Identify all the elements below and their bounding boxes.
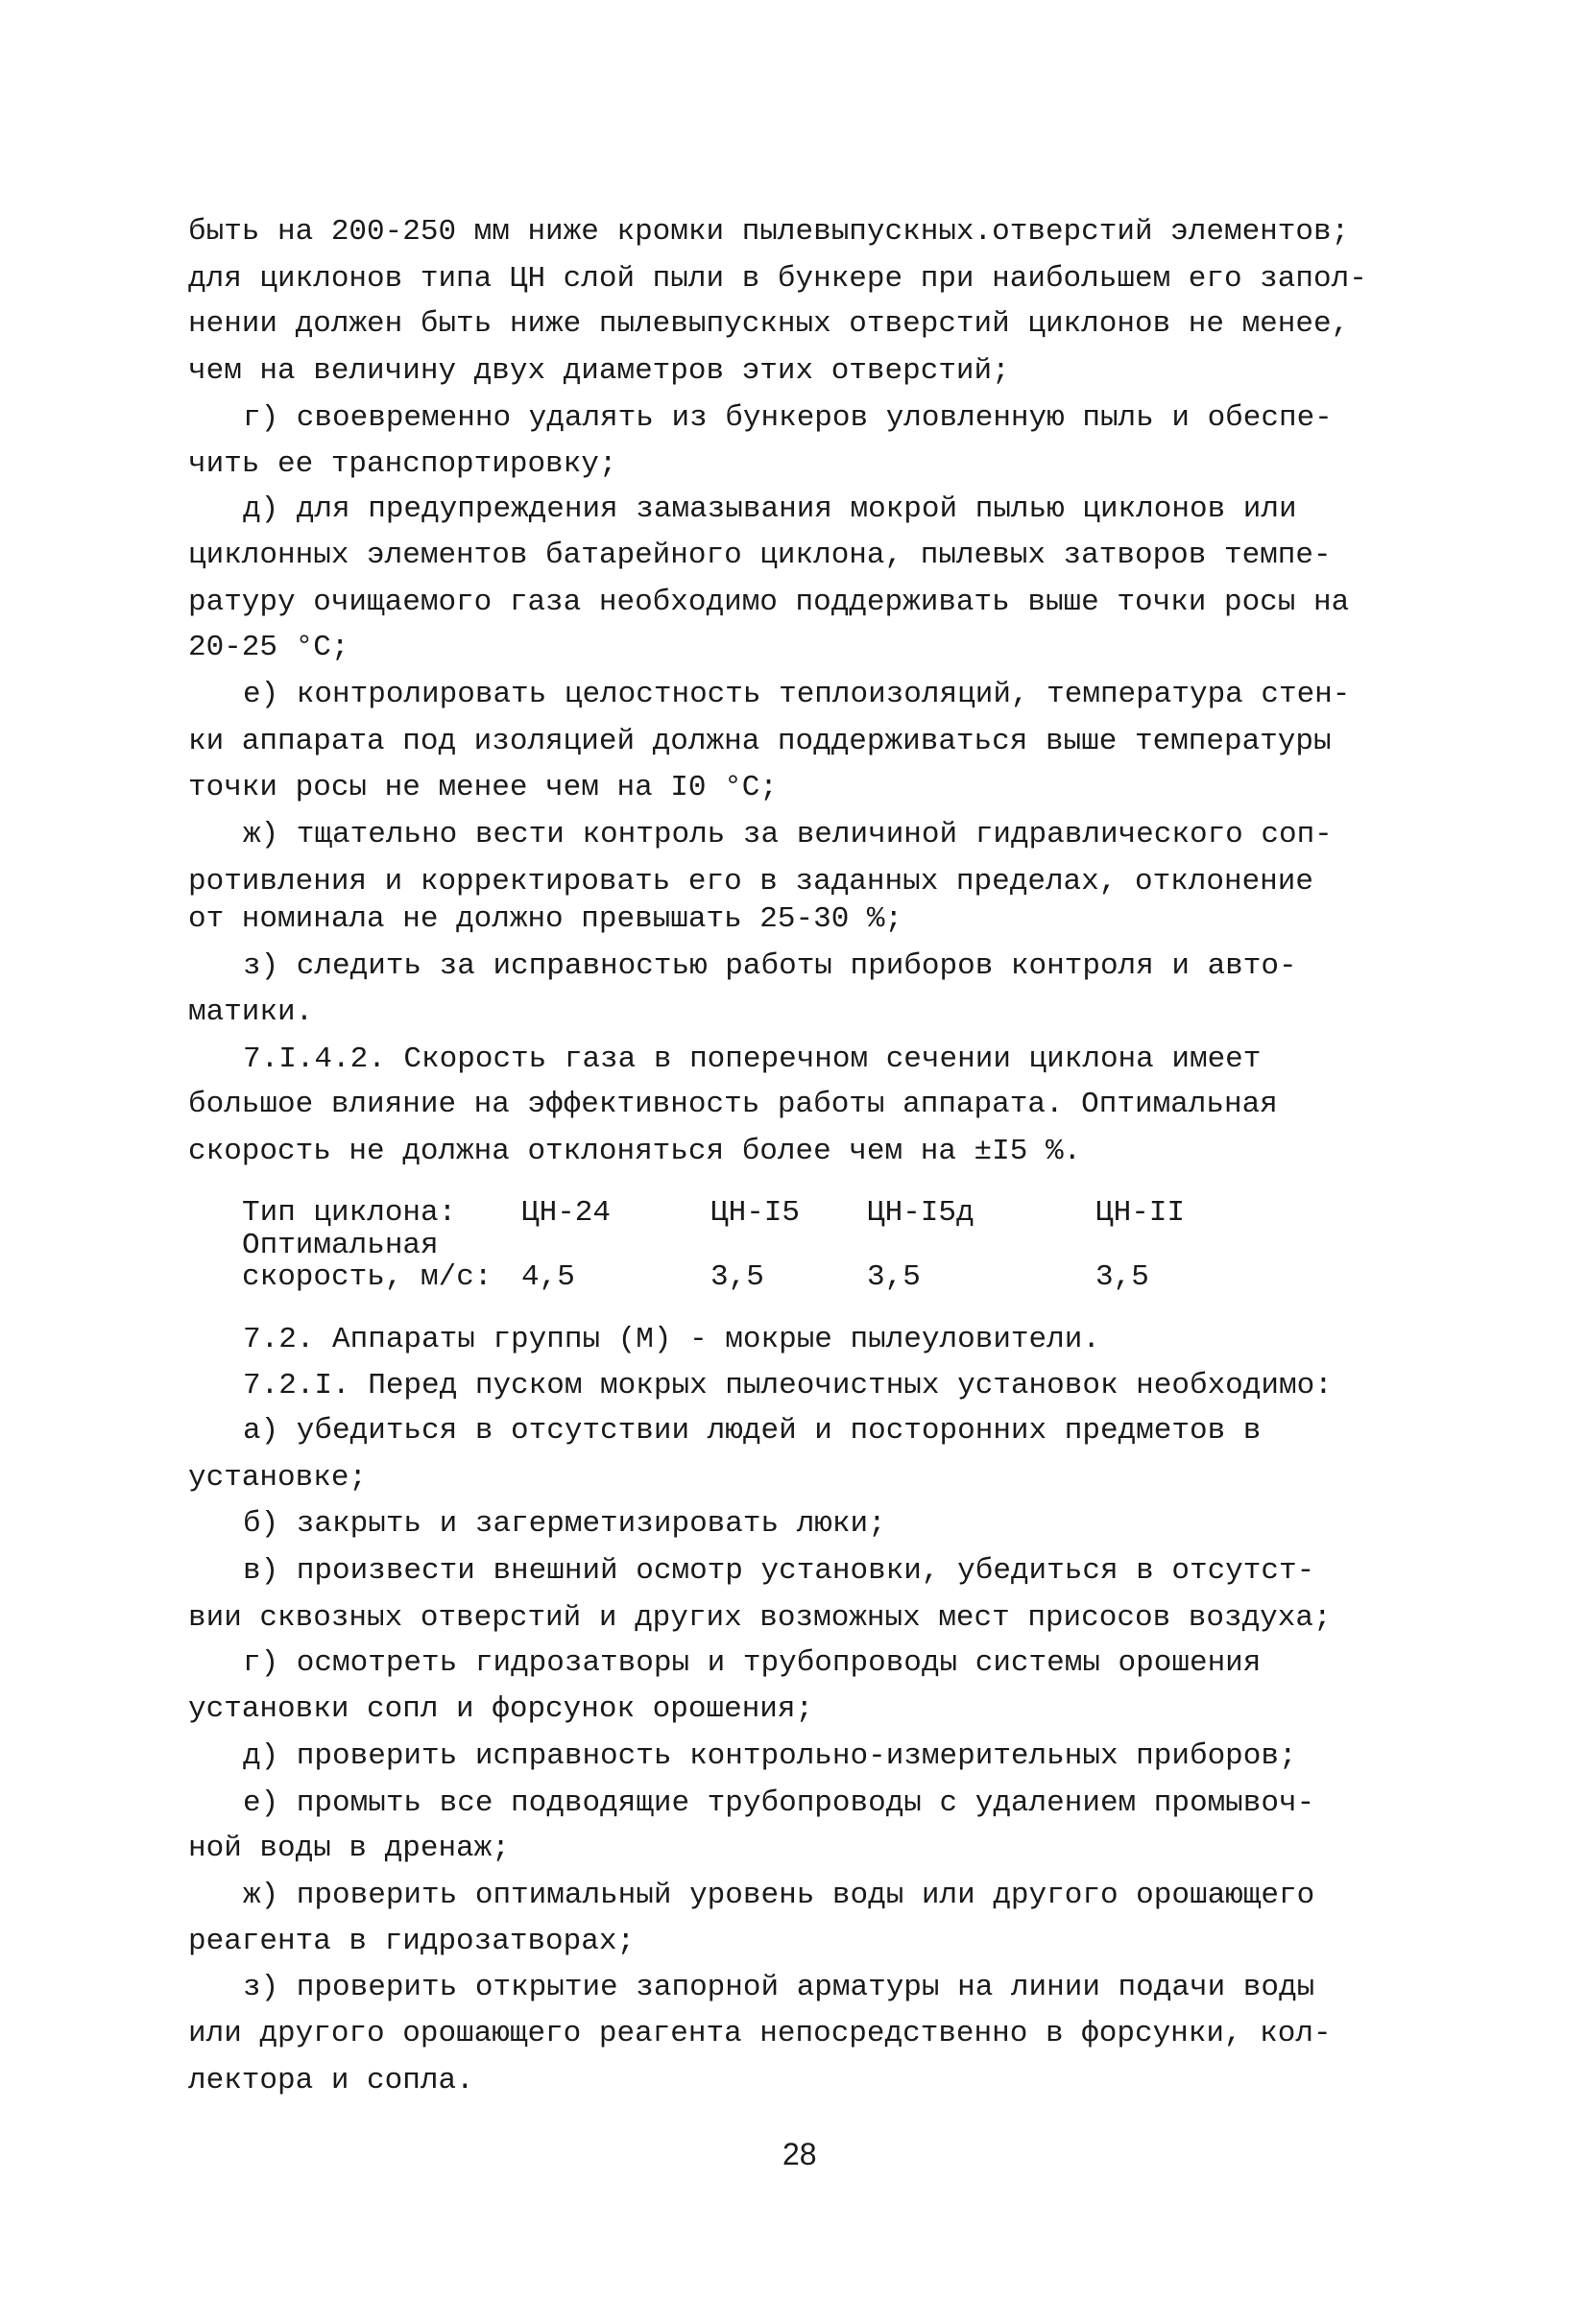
text-line: е) контролировать целостность теплоизоляций, температура стен- — [243, 678, 1351, 711]
text-line: ки аппарата под изоляцией должна поддерживаться выше температуры — [188, 725, 1332, 758]
text-line: б) закрыть и загерметизировать люки; — [243, 1507, 886, 1541]
text-line: или другого орошающего реагента непосредственно в форсунки, кол- — [188, 2017, 1332, 2050]
cyclone-type: ЦН-I5д — [867, 1196, 974, 1230]
optimal-speed: 4,5 — [521, 1260, 575, 1294]
table-label-optimal: Оптимальная — [242, 1229, 439, 1262]
text-line: г) осмотреть гидрозатворы и трубопроводы системы орошения — [243, 1646, 1262, 1680]
text-line: чить ее транспортировку; — [188, 447, 617, 481]
text-line: 20-25 °С; — [188, 631, 349, 664]
text-line: 7.2. Аппараты группы (М) - мокрые пылеуловители. — [243, 1323, 1100, 1356]
text-line: 7.2.I. Перед пуском мокрых пылеочистных установок необходимо: — [243, 1369, 1333, 1402]
text-line: ротивления и корректировать его в заданных пределах, отклонение — [188, 865, 1313, 898]
text-line: большое влияние на эффективность работы аппарата. Оптимальная — [188, 1088, 1278, 1121]
text-line: нении должен быть ниже пылевыпускных отверстий циклонов не менее, — [188, 307, 1350, 341]
text-line: лектора и сопла. — [188, 2064, 474, 2097]
text-line: матики. — [188, 995, 314, 1029]
text-line: от номинала не должно превышать 25-30 %; — [188, 902, 903, 936]
text-line: в) произвести внешний осмотр установки, убедиться в отсутст- — [243, 1554, 1315, 1588]
cyclone-type: ЦН-24 — [521, 1196, 612, 1230]
table-label-type: Тип циклона: — [242, 1196, 457, 1230]
cyclone-type: ЦН-I5 — [710, 1196, 801, 1230]
table-label-speed: скорость, м/с: — [242, 1260, 493, 1294]
text-line: скорость не должна отклоняться более чем на ±I5 %. — [188, 1135, 1082, 1168]
text-line: установке; — [188, 1461, 368, 1495]
text-line: циклонных элементов батарейного циклона, пылевых затворов темпе- — [188, 539, 1332, 572]
text-line: ж) проверить оптимальный уровень воды или другого орошающего — [243, 1879, 1315, 1912]
optimal-speed: 3,5 — [867, 1260, 921, 1294]
text-line: г) своевременно удалять из бункеров уловленную пыль и обеспе- — [243, 401, 1333, 435]
text-line: ной воды в дренаж; — [188, 1832, 510, 1865]
text-line: для циклонов типа ЦН слой пыли в бункере при наибольшем его запол- — [188, 262, 1367, 296]
text-line: ж) тщательно вести контроль за величиной гидравлического соп- — [243, 818, 1333, 851]
text-line: вии сквозных отверстий и других возможных мест присосов воздуха; — [188, 1601, 1332, 1635]
text-line: 7.I.4.2. Скорость газа в поперечном сечении циклона имеет — [243, 1042, 1262, 1076]
text-line: установки сопл и форсунок орошения; — [188, 1692, 814, 1726]
text-line: з) следить за исправностью работы приборов контроля и авто- — [243, 949, 1297, 983]
text-line: д) проверить исправность контрольно-измерительных приборов; — [243, 1739, 1297, 1773]
text-line: быть на 200-250 мм ниже кромки пылевыпускных.отверстий элементов; — [188, 215, 1350, 249]
text-line: е) промыть все подводящие трубопроводы с удалением промывоч- — [243, 1786, 1315, 1820]
optimal-speed: 3,5 — [710, 1260, 764, 1294]
text-line: точки росы не менее чем на I0 °С; — [188, 771, 778, 804]
cyclone-type: ЦН-II — [1095, 1196, 1186, 1230]
text-line: а) убедиться в отсутствии людей и посторонних предметов в — [243, 1414, 1262, 1448]
optimal-speed: 3,5 — [1095, 1260, 1149, 1294]
text-line: ратуру очищаемого газа необходимо поддерживать выше точки росы на — [188, 586, 1350, 619]
text-line: д) для предупреждения замазывания мокрой пылью циклонов или — [243, 492, 1297, 526]
text-line: чем на величину двух диаметров этих отверстий; — [188, 354, 1010, 388]
text-line: з) проверить открытие запорной арматуры на линии подачи воды — [243, 1971, 1315, 2004]
page-number: 28 — [782, 2137, 817, 2171]
text-line: реагента в гидрозатворах; — [188, 1925, 636, 1958]
